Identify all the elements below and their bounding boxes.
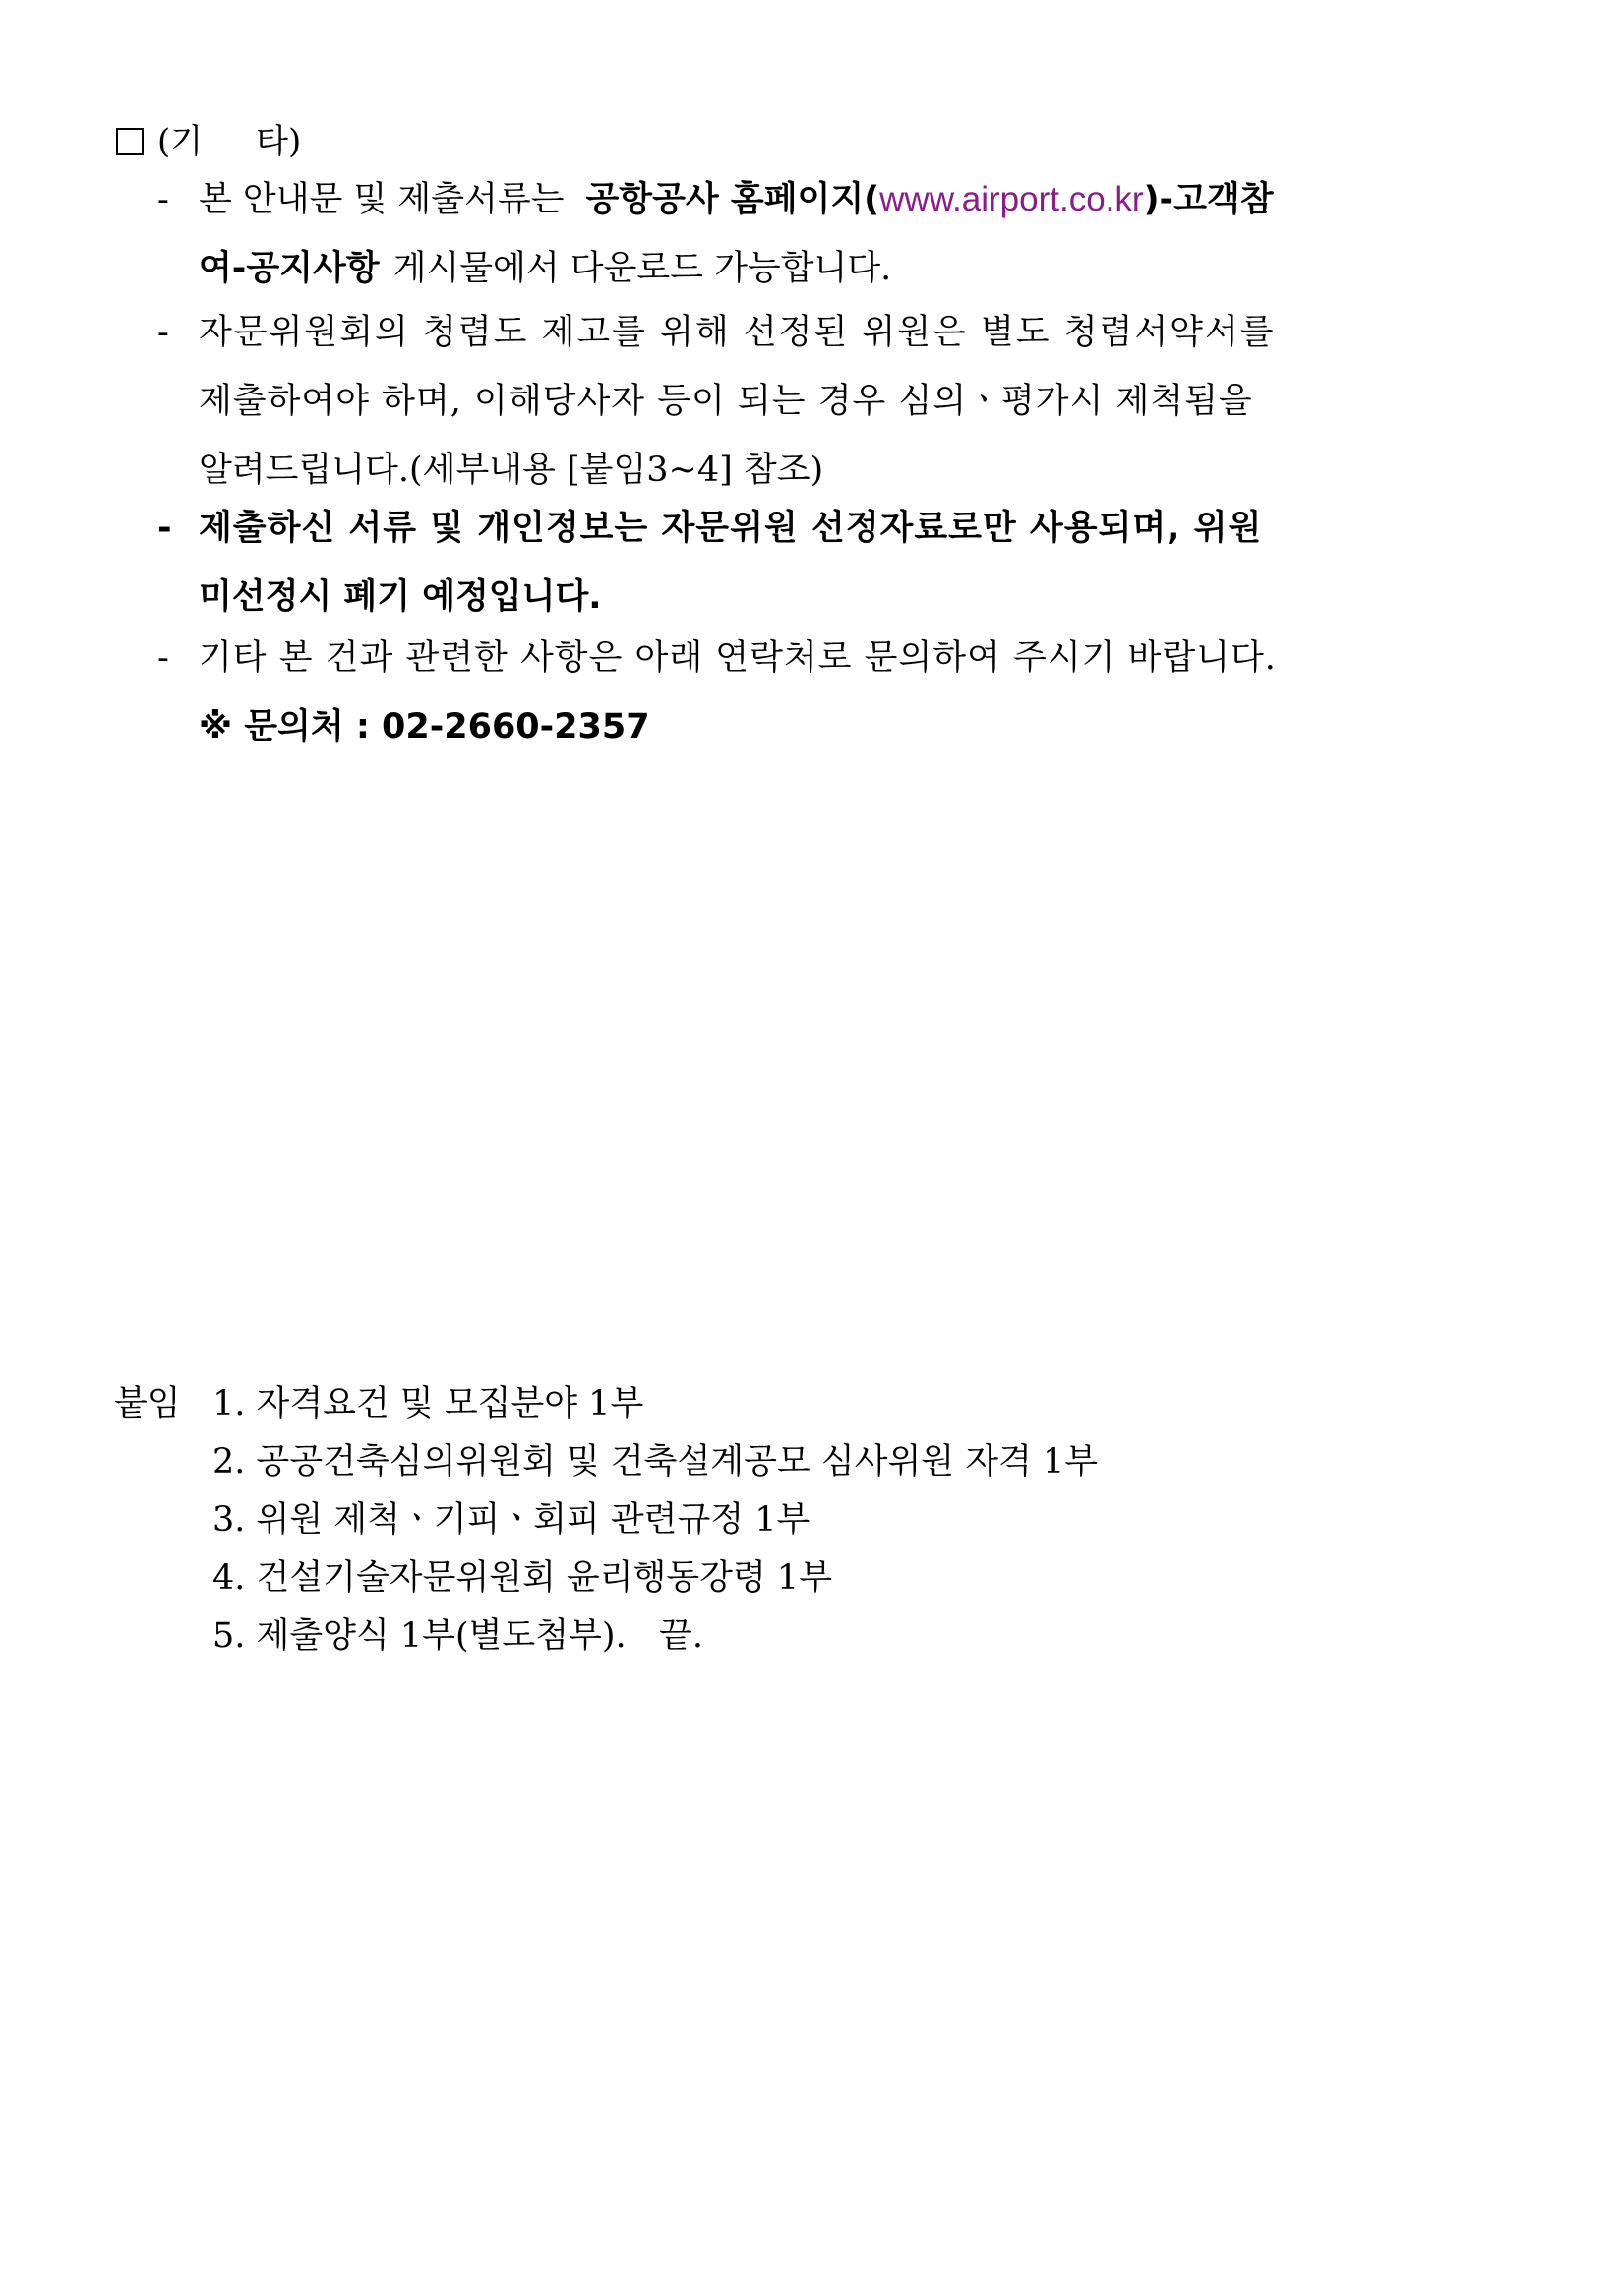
notice-board-label: 여-공지사항 xyxy=(199,249,380,288)
download-text-1: 본 안내문 및 제출서류는 xyxy=(199,180,565,219)
notice-item-privacy-line-1 xyxy=(157,494,1456,563)
contact-phone: ※ 문의처 : 02-2660-2357 xyxy=(199,707,650,747)
integrity-text-2: 제출하여야 하며, 이해당사자 등이 되는 경우 심의ㆍ평가시 제척됨을 xyxy=(199,382,1253,421)
notice-item-download-line-2 xyxy=(157,234,1456,303)
attachment-row xyxy=(114,1375,1098,1433)
privacy-text-1: 제출하신 서류 및 개인정보는 자문위원 선정자료로만 사용되며, 위원 xyxy=(199,509,1263,548)
attachments-section xyxy=(114,1375,1098,1665)
attachment-row xyxy=(114,1549,1098,1607)
section-heading xyxy=(116,120,301,163)
notice-item-contact xyxy=(157,624,1456,761)
notice-item-integrity-line-1 xyxy=(157,298,1456,367)
attachment-row xyxy=(114,1491,1098,1549)
attachment-item: 5. 제출양식 1부(별도첨부). 끝. xyxy=(212,1616,703,1656)
download-path-label: )-고객참 xyxy=(1143,180,1274,219)
airport-url-link[interactable]: www.airport.co.kr xyxy=(879,180,1144,218)
integrity-text-3: 알려드립니다.(세부내용 [붙임3~4] 참조) xyxy=(199,451,824,490)
checkbox-square-icon xyxy=(116,128,144,155)
dash-bullet: - xyxy=(157,638,169,678)
attachment-item: 4. 건설기술자문위원회 윤리행동강령 1부 xyxy=(212,1558,832,1598)
attachment-row xyxy=(114,1607,1098,1665)
attachment-item: 3. 위원 제척ㆍ기피ㆍ회피 관련규정 1부 xyxy=(212,1500,810,1540)
notice-item-download xyxy=(157,165,1456,303)
notice-item-privacy xyxy=(157,494,1456,632)
attachment-item: 2. 공공건축심의위원회 및 건축설계공모 심사위원 자격 1부 xyxy=(212,1442,1099,1481)
dash-bullet: - xyxy=(157,509,172,548)
notice-item-privacy-line-2 xyxy=(157,563,1456,632)
contact-text-1: 기타 본 건과 관련한 사항은 아래 연락처로 문의하여 주시기 바랍니다. xyxy=(199,638,1277,678)
integrity-text-1: 자문위원회의 청렴도 제고를 위해 선정된 위원은 별도 청렴서약서를 xyxy=(199,313,1276,352)
notice-item-contact-line-1 xyxy=(157,624,1456,693)
notice-item-download-line-1 xyxy=(157,165,1456,234)
attachments-label: 붙임 xyxy=(114,1384,181,1423)
attachment-item: 1. 자격요건 및 모집분야 1부 xyxy=(212,1384,644,1423)
download-site-label: 공항공사 홈페이지( xyxy=(585,180,880,219)
dash-bullet: - xyxy=(157,180,169,219)
notice-item-integrity-line-2 xyxy=(157,367,1456,436)
attachment-row xyxy=(114,1433,1098,1491)
download-text-2: 게시물에서 다운로드 가능합니다. xyxy=(392,249,892,288)
privacy-text-2: 미선정시 폐기 예정입니다. xyxy=(199,577,602,617)
notice-item-contact-line-2 xyxy=(157,693,1456,761)
notice-item-integrity xyxy=(157,298,1456,505)
dash-bullet: - xyxy=(157,313,169,352)
section-heading-text: (기 타) xyxy=(157,122,302,161)
